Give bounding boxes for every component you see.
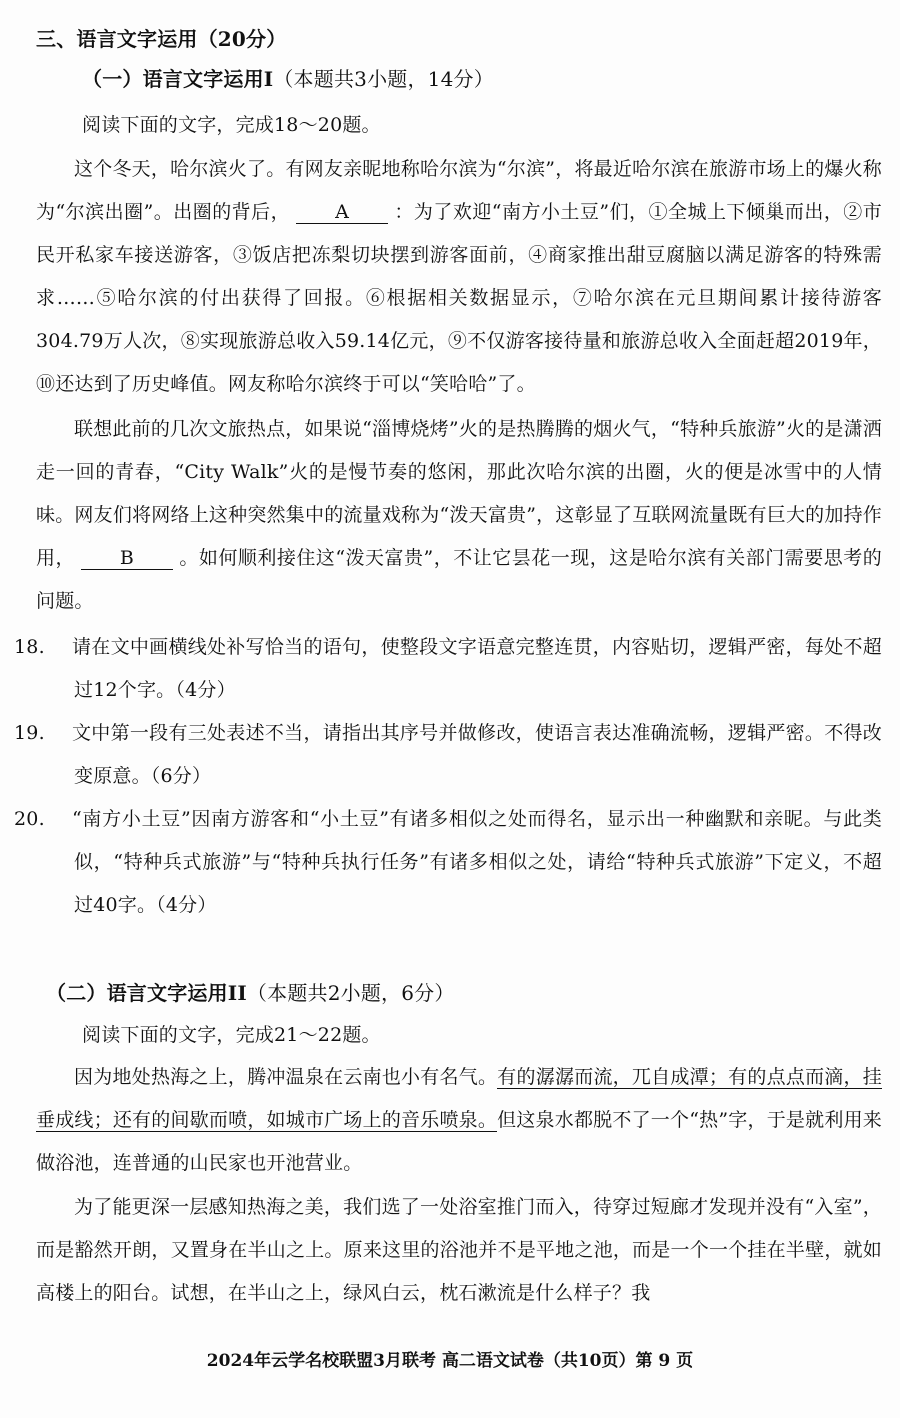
question-text: 文中第一段有三处表述不当，请指出其序号并做修改，使语言表达准确流畅，逻辑严密。不得改变原意。（6分）: [72, 722, 882, 787]
part1-p1-text-a: 这个冬天，哈尔滨火了。有网友亲昵地称哈尔滨为“尔滨”，将最近哈尔滨在旅游市场上的爆火称为“尔滨出圈”。出圈的背后，: [36, 158, 882, 223]
part1-p2-text-b: 。如何顺利接住这“泼天富贵”，不让它昙花一现，这是哈尔滨有关部门需要思考的问题。: [36, 547, 882, 612]
part1-paragraph-1: [36, 148, 882, 406]
part2-paragraph-1: [36, 1056, 882, 1185]
part2-paragraph-2: 为了能更深一层感知热海之美，我们选了一处浴室推门而入，待穿过短廊才发现并没有“入室”，而是豁然开朗，又置身在半山之上。原来这里的浴池并不是平地之池，而是一个一个挂在半壁，就如高楼上的阳台。试想，在半山之上，绿风白云，枕石漱流是什么样子？我: [36, 1196, 882, 1304]
part1-instruction: 阅读下面的文字，完成18～20题。: [82, 114, 381, 136]
part2-p1-text-a: 因为地处热海之上，腾冲温泉在云南也小有名气。: [74, 1066, 498, 1088]
part1-title: [82, 58, 900, 101]
part1-paragraph-2: [36, 408, 882, 623]
part2-p1-text-b: 但这泉水都脱不了一个“热”字，于是就利用来做浴池，连普通的山民家也开池营业。: [36, 1109, 882, 1174]
part1-title-note: （本题共3小题，14分）: [273, 67, 494, 91]
section-title: 三、语言文字运用（20分）: [36, 27, 287, 51]
part2-instruction: 阅读下面的文字，完成21～22题。: [82, 1024, 381, 1046]
part1-title-text: （一）语言文字运用Ⅰ: [82, 67, 274, 91]
question-20: [14, 798, 882, 927]
underlined-sentence: 有的潺潺而流，兀自成潭；有的点点而滴，挂垂成线；还有的间歇而喷，如城市广场上的音乐喷泉。: [36, 1066, 882, 1131]
part2-title-note: （本题共2小题，6分）: [246, 981, 455, 1005]
part1-p2-text-a: 联想此前的几次文旅热点，如果说“淄博烧烤”火的是热腾腾的烟火气，“特种兵旅游”火的是潇洒走一回的青春，“City Walk”火的是慢节奏的悠闲，那此次哈尔滨的出圈，火的便是冰雪中的人情味。网友们将网络上这种突然集中的流量戏称为“泼天富贵”，这彰显了互联网流量既有巨大的加持作用，: [36, 418, 882, 569]
page-footer: 2024年云学名校联盟3月联考 高二语文试卷（共10页）第 9 页: [206, 1351, 694, 1371]
question-number: 19.: [14, 722, 45, 744]
part2-title-text: （二）语言文字运用II: [46, 981, 247, 1005]
question-18: [14, 626, 882, 712]
part1-p1-text-b: ：为了欢迎“南方小土豆”们，①全城上下倾巢而出，②市民开私家车接送游客，③饭店把冻梨切块摆到游客面前，④商家推出甜豆腐脑以满足游客的特殊需求……⑤哈尔滨的付出获得了回报。⑥根据相关数据显示，⑦哈尔滨在元旦期间累计接待游客304.79万人次，⑧实现旅游总收入59.14亿元，⑨不仅游客接待量和旅游总收入全面赶超2019年，⑩还达到了历史峰值。网友称哈尔滨终于可以“笑哈哈”了。: [36, 201, 882, 395]
blank-b: B: [81, 547, 173, 570]
question-text: “南方小土豆”因南方游客和“小土豆”有诸多相似之处而得名，显示出一种幽默和亲昵。与此类似，“特种兵式旅游”与“特种兵执行任务”有诸多相似之处，请给“特种兵式旅游”下定义，不超过40字。（4分）: [72, 808, 882, 916]
blank-a: A: [296, 201, 388, 224]
question-number: 18.: [14, 636, 45, 658]
question-text: 请在文中画横线处补写恰当的语句，使整段文字语意完整连贯，内容贴切，逻辑严密，每处不超过12个字。（4分）: [72, 636, 882, 701]
question-number: 20.: [14, 808, 45, 830]
part2-title: [46, 972, 892, 1015]
question-19: [14, 712, 882, 798]
